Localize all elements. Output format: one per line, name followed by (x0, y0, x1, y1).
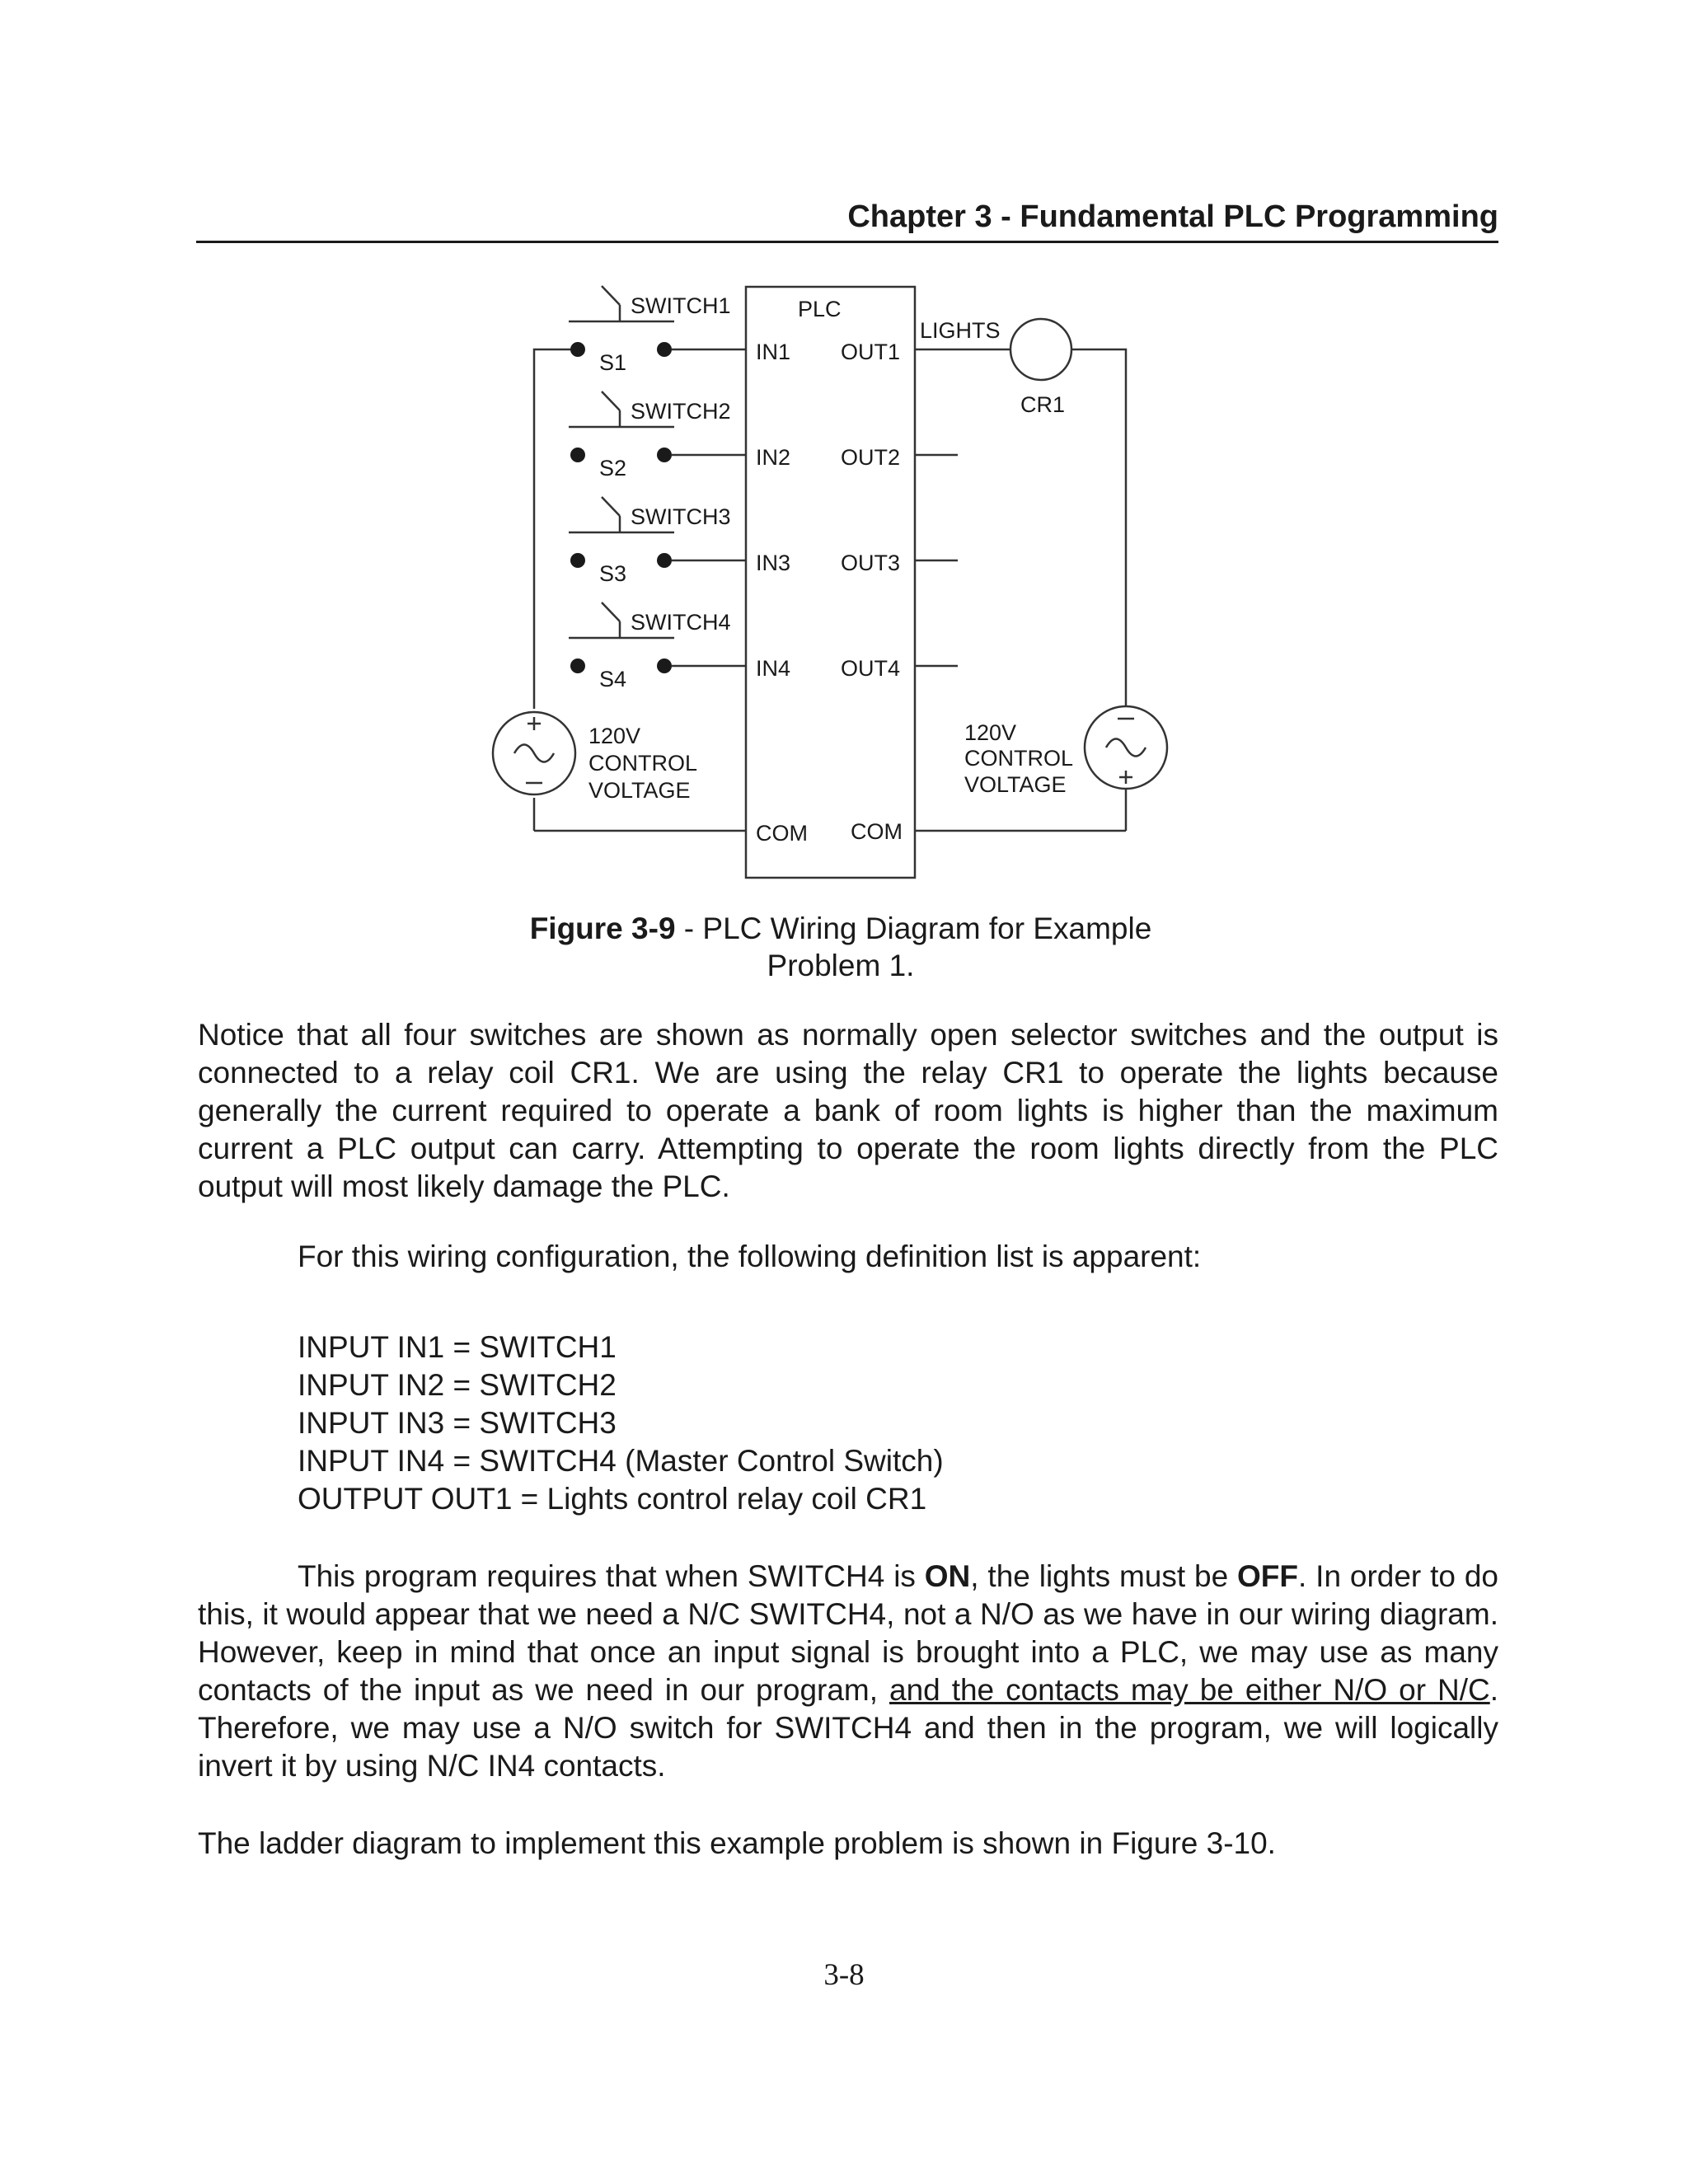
definition-intro: For this wiring configuration, the following definition list is apparent: (298, 1240, 1202, 1273)
input-label-3: IN3 (756, 551, 791, 575)
output-label-4: OUT4 (841, 656, 901, 681)
chapter-title: Chapter 3 - Fundamental PLC Programming (847, 199, 1498, 234)
switch-contact-right (657, 553, 672, 568)
paragraph-2 (198, 1558, 1498, 1785)
switch-actuator (602, 286, 620, 305)
switch-name-label: SWITCH4 (631, 610, 731, 635)
switch-rows (569, 286, 746, 691)
com-label-right: COM (851, 819, 903, 844)
definition-list (298, 1329, 944, 1518)
definition-item: INPUT IN2 = SWITCH2 (298, 1368, 617, 1402)
definition-item: INPUT IN1 = SWITCH1 (298, 1330, 617, 1364)
definition-item: OUTPUT OUT1 = Lights control relay coil CR1 (298, 1482, 927, 1516)
switch-id-label: S2 (599, 456, 627, 480)
switch-name-label: SWITCH2 (631, 399, 731, 424)
caption-line-1 (495, 910, 1187, 947)
switch-name-label: SWITCH3 (631, 504, 731, 529)
switch-contact-right (657, 658, 672, 673)
left-bus-wire (534, 349, 574, 709)
page-number: 3-8 (823, 1958, 865, 1992)
com-label-left: COM (756, 821, 808, 846)
paragraph-1: Notice that all four switches are shown as normally open selector switches and the output is connected to a relay coil CR1. We are using the relay CR1 to operate the lights because generally the current required to operate a bank of room lights is higher than the maximum current a PLC output can carry. Attempting to operate the room lights directly from the PLC output will most likely damage the PLC. (198, 1018, 1498, 1203)
switch-id-label: S4 (599, 667, 627, 691)
caption-line-2: Problem 1. (767, 949, 915, 982)
lights-label: LIGHTS (920, 318, 1001, 343)
switch-actuator (602, 602, 620, 621)
output-label-2: OUT2 (841, 445, 901, 470)
right-source-label-1: 120V (964, 720, 1017, 745)
output-label-1: OUT1 (841, 340, 901, 364)
caption-text-1: - PLC Wiring Diagram for Example (675, 912, 1152, 945)
right-source-label-2: CONTROL (964, 746, 1074, 771)
left-source-label-1: 120V (588, 724, 641, 748)
figure-caption (495, 910, 1187, 984)
paragraph-2-text: . In order to do this, it would appear that we need a N/C SWITCH4, not a N/O as we have in our wiring diagram. However, keep in mind that once an input signal is brought into a PLC, we may use as many contacts of the input as we need in our program, (198, 1559, 1498, 1707)
coil-label: CR1 (1020, 392, 1066, 417)
right-source-label-3: VOLTAGE (964, 772, 1067, 797)
switch-contact-left (570, 553, 585, 568)
output-label-3: OUT3 (841, 551, 901, 575)
input-label-4: IN4 (756, 656, 791, 681)
switch-actuator (602, 391, 620, 410)
underlined-phrase: and the contacts may be either N/O or N/C (889, 1673, 1490, 1707)
switch-contact-right (657, 342, 672, 357)
bold-on: ON (924, 1559, 971, 1593)
bold-off: OFF (1237, 1559, 1299, 1593)
input-label-1: IN1 (756, 340, 791, 364)
left-source-label-3: VOLTAGE (588, 778, 691, 803)
switch-name-label: SWITCH1 (631, 293, 731, 318)
switch-id-label: S1 (599, 350, 627, 375)
paragraph-2-text: . Therefore, we may use a N/O switch for SWITCH4 and then in the program, we will logically invert it by using N/C IN4 contacts. (198, 1673, 1498, 1783)
switch-actuator (602, 497, 620, 516)
definition-item: INPUT IN3 = SWITCH3 (298, 1406, 617, 1440)
switch-contact-left (570, 448, 585, 462)
switch-contact-right (657, 448, 672, 462)
left-source-label-2: CONTROL (588, 751, 698, 776)
switch-id-label: S3 (599, 561, 627, 586)
paragraph-2-text: This program requires that when SWITCH4 is (298, 1559, 925, 1593)
paragraph-3: The ladder diagram to implement this example problem is shown in Figure 3-10. (198, 1826, 1276, 1860)
input-label-2: IN2 (756, 445, 791, 470)
paragraph-2-text: , the lights must be (970, 1559, 1238, 1593)
relay-coil-cr1 (1010, 319, 1071, 380)
switch-contact-left (570, 658, 585, 673)
figure-label: Figure 3-9 (529, 912, 676, 945)
definition-item: INPUT IN4 = SWITCH4 (Master Control Switch) (298, 1444, 944, 1478)
switch-contact-left (570, 342, 585, 357)
plc-box (746, 287, 915, 878)
plc-wiring-diagram (0, 0, 1688, 907)
plc-label: PLC (798, 297, 842, 321)
